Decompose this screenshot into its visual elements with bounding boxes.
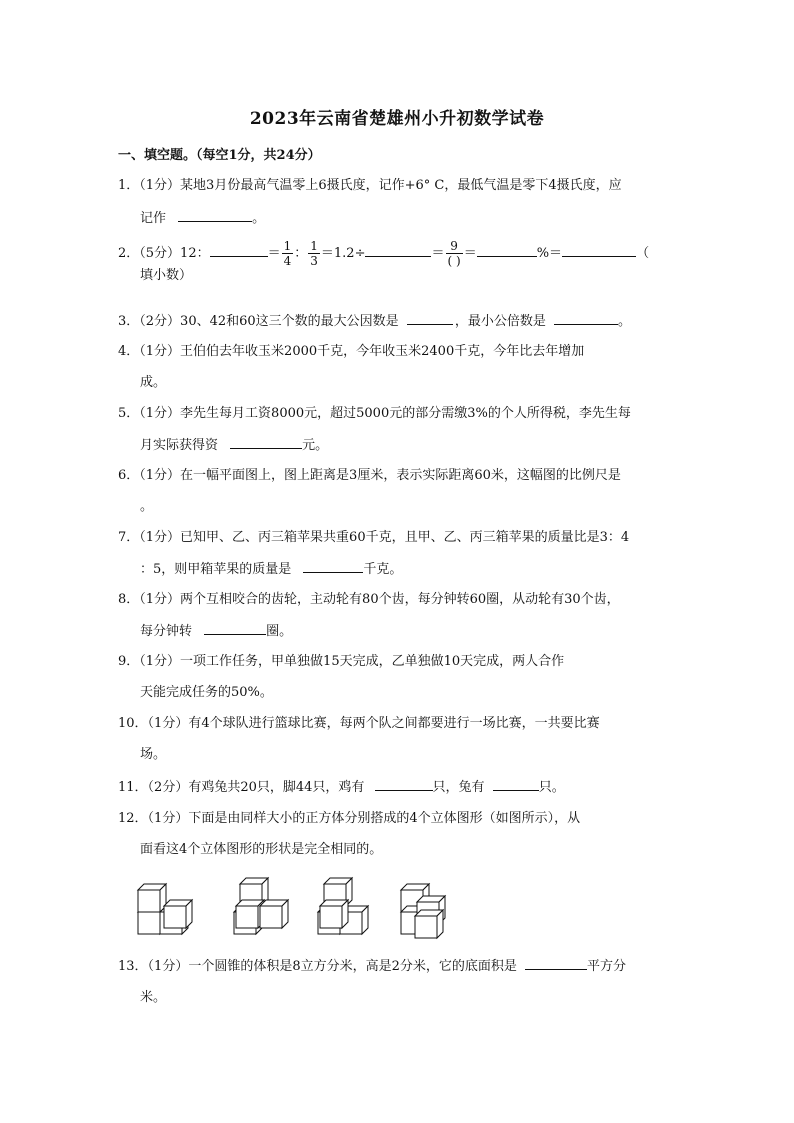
denominator: 3 bbox=[310, 254, 318, 268]
question-10-text: 10．（1分）有4个球队进行篮球比赛，每两个队之间都要进行一场比赛，一共要比赛 bbox=[118, 716, 600, 731]
question-13 bbox=[118, 956, 680, 1008]
question-11-end: 只。 bbox=[538, 780, 565, 795]
question-8-text: 8．（1分）两个互相咬合的齿轮，主动轮有80个齿，每分钟转60圈，从动轮有30个齿， bbox=[118, 592, 620, 607]
answer-blank[interactable] bbox=[230, 435, 302, 449]
question-5-end: 元。 bbox=[302, 438, 329, 453]
question-13-text-end: 平方分 bbox=[587, 959, 627, 974]
question-1-text-2: 记作 bbox=[140, 211, 167, 226]
question-7 bbox=[118, 528, 680, 580]
equals-sign: ＝ bbox=[267, 246, 281, 261]
question-1-text: 1．（1分）某地3月份最高气温零上6摄氏度，记作+6° C，最低气温是零下4摄氏度，应 bbox=[118, 178, 622, 193]
cube-figure-2 bbox=[234, 878, 288, 934]
answer-blank[interactable] bbox=[210, 243, 268, 257]
question-2-text: 2．（5分）12： bbox=[118, 246, 210, 261]
question-9-text: 9．（1分）一项工作任务，甲单独做15天完成，乙单独做10天完成，两人合作 bbox=[118, 654, 565, 669]
question-8-end: 圈。 bbox=[266, 624, 293, 639]
fraction-9-blank bbox=[446, 239, 463, 268]
question-6-text-2: 。 bbox=[140, 499, 154, 514]
question-8-text-2: 每分钟转 bbox=[140, 624, 193, 639]
question-7-end: 千克。 bbox=[363, 562, 403, 577]
question-1-end: 。 bbox=[252, 211, 266, 226]
answer-blank[interactable] bbox=[407, 311, 453, 325]
numerator: 1 bbox=[283, 239, 292, 253]
equals-sign: ＝ bbox=[431, 246, 445, 261]
question-5-text: 5．（1分）李先生每月工资8000元，超过5000元的部分需缴3%的个人所得税，李先生每 bbox=[118, 406, 631, 421]
question-5-text-2: 月实际获得资 bbox=[140, 438, 219, 453]
denominator-blank[interactable]: ( ) bbox=[447, 254, 461, 268]
question-4-text: 4．（1分）王伯伯去年收玉米2000千克，今年收玉米2400千克，今年比去年增加 bbox=[118, 344, 585, 359]
answer-blank[interactable] bbox=[303, 559, 363, 573]
section-heading: 一、填空题。（每空1分，共24分） bbox=[118, 148, 321, 163]
question-6-text: 6．（1分）在一幅平面图上，图上距离是3厘米，表示实际距离60米，这幅图的比例尺是 bbox=[118, 468, 621, 483]
question-13-text-2: 米。 bbox=[140, 990, 167, 1005]
question-13-text: 13．（1分）一个圆锥的体积是8立方分米，高是2分米，它的底面积是 bbox=[118, 959, 517, 974]
page-title: 2023年云南省楚雄州小升初数学试卷 bbox=[249, 109, 545, 129]
question-10 bbox=[118, 714, 680, 765]
cube-figure-3 bbox=[318, 878, 368, 934]
question-4-text-2: 成。 bbox=[140, 375, 167, 390]
denominator: 4 bbox=[283, 254, 292, 268]
answer-blank[interactable] bbox=[493, 777, 539, 791]
question-7-text: 7．（1分）已知甲、乙、丙三箱苹果共重60千克，且甲、乙、丙三箱苹果的质量比是3：4 bbox=[118, 530, 630, 545]
question-7-text-2: ：5，则甲箱苹果的质量是 bbox=[140, 562, 292, 577]
numerator: 9 bbox=[446, 239, 463, 254]
answer-blank[interactable] bbox=[562, 243, 636, 257]
fraction-1-3 bbox=[308, 239, 320, 268]
question-4 bbox=[118, 342, 680, 393]
open-paren: （ bbox=[636, 246, 650, 261]
question-3-end: 。 bbox=[617, 314, 631, 329]
equals-sign: ＝ bbox=[463, 246, 477, 261]
answer-blank[interactable] bbox=[178, 208, 252, 222]
cube-figures bbox=[136, 874, 496, 940]
question-8 bbox=[118, 590, 680, 642]
question-3-text: 3．（2分）30、42和60这三个数的最大公因数是 bbox=[118, 314, 399, 329]
question-6 bbox=[118, 466, 680, 517]
question-12-text-2: 面看这4个立体图形的形状是完全相同的。 bbox=[140, 842, 383, 857]
question-11 bbox=[118, 777, 680, 798]
question-2 bbox=[118, 236, 680, 286]
colon: ： bbox=[294, 246, 308, 261]
question-2-text-2: 填小数） bbox=[140, 268, 193, 283]
question-5 bbox=[118, 404, 680, 456]
question-1 bbox=[118, 176, 680, 229]
question-3 bbox=[118, 311, 680, 332]
percent-equals: %＝ bbox=[536, 246, 563, 261]
answer-blank[interactable] bbox=[365, 243, 431, 257]
numerator: 1 bbox=[310, 239, 318, 253]
question-10-text-2: 场。 bbox=[140, 747, 167, 762]
question-9-text-2: 天能完成任务的50%。 bbox=[140, 685, 273, 700]
cube-figure-4 bbox=[401, 884, 445, 938]
question-9 bbox=[118, 652, 680, 703]
answer-blank[interactable] bbox=[477, 243, 537, 257]
answer-blank[interactable] bbox=[525, 956, 587, 970]
question-3-text-mid: ，最小公倍数是 bbox=[454, 314, 546, 329]
question-11-text-mid: 只，兔有 bbox=[432, 780, 485, 795]
answer-blank[interactable] bbox=[204, 621, 266, 635]
question-11-text: 11．（2分）有鸡兔共20只，脚44只，鸡有 bbox=[118, 780, 365, 795]
question-12 bbox=[118, 809, 680, 860]
answer-blank[interactable] bbox=[554, 311, 618, 325]
division-text: ＝1.2÷ bbox=[320, 246, 366, 261]
answer-blank[interactable] bbox=[375, 777, 433, 791]
question-12-text: 12．（1分）下面是由同样大小的正方体分别搭成的4个立体图形（如图所示），从 bbox=[118, 811, 581, 826]
fraction-1-4 bbox=[282, 239, 294, 268]
cube-figure-1 bbox=[138, 884, 192, 934]
